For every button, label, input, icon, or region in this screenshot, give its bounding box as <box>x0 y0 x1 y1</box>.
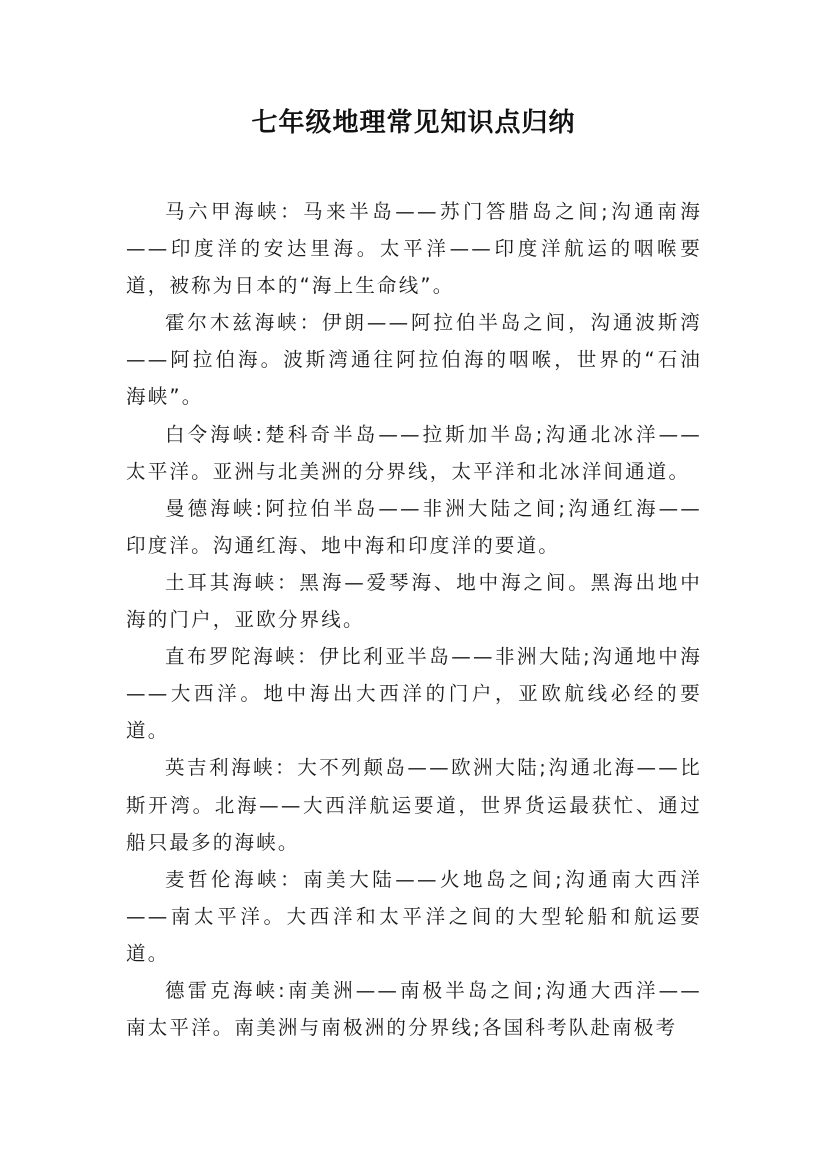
paragraph-mandeb-strait: 曼德海峡:阿拉伯半岛——非洲大陆之间;沟通红海——印度洋。沟通红海、地中海和印度洋的要道。 <box>126 496 702 557</box>
paragraph-turkish-straits: 土耳其海峡：黑海—爱琴海、地中海之间。黑海出地中海的门户，亚欧分界线。 <box>126 570 702 632</box>
paragraph-magellan-strait: 麦哲伦海峡：南美大陆——火地岛之间;沟通南大西洋——南太平洋。大西洋和太平洋之间的大型轮船和航运要道。 <box>126 867 702 965</box>
paragraph-hormuz-strait: 霍尔木兹海峡：伊朗——阿拉伯半岛之间，沟通波斯湾——阿拉伯海。波斯湾通往阿拉伯海的咽喉，世界的“石油海峡”。 <box>126 311 702 409</box>
paragraph-bering-strait: 白令海峡:楚科奇半岛——拉斯加半岛;沟通北冰洋——太平洋。亚洲与北美洲的分界线，太平洋和北冰洋间通道。 <box>126 422 702 483</box>
paragraph-drake-passage: 德雷克海峡:南美洲——南极半岛之间;沟通大西洋——南太平洋。南美洲与南极洲的分界线;各国科考队赴南极考 <box>126 978 702 1040</box>
page-title: 七年级地理常见知识点归纳 <box>251 108 576 138</box>
paragraph-gibraltar-strait: 直布罗陀海峡：伊比利亚半岛——非洲大陆;沟通地中海——大西洋。地中海出大西洋的门户，亚欧航线必经的要道。 <box>126 645 702 743</box>
paragraph-malacca-strait: 马六甲海峡：马来半岛——苏门答腊岛之间;沟通南海——印度洋的安达里海。太平洋——印度洋航运的咽喉要道，被称为日本的“海上生命线”。 <box>126 200 702 298</box>
document-body <box>126 193 702 1046</box>
paragraph-english-channel: 英吉利海峡：大不列颠岛——欧洲大陆;沟通北海——比斯开湾。北海——大西洋航运要道，世界货运最获忙、通过船只最多的海峡。 <box>126 756 702 854</box>
